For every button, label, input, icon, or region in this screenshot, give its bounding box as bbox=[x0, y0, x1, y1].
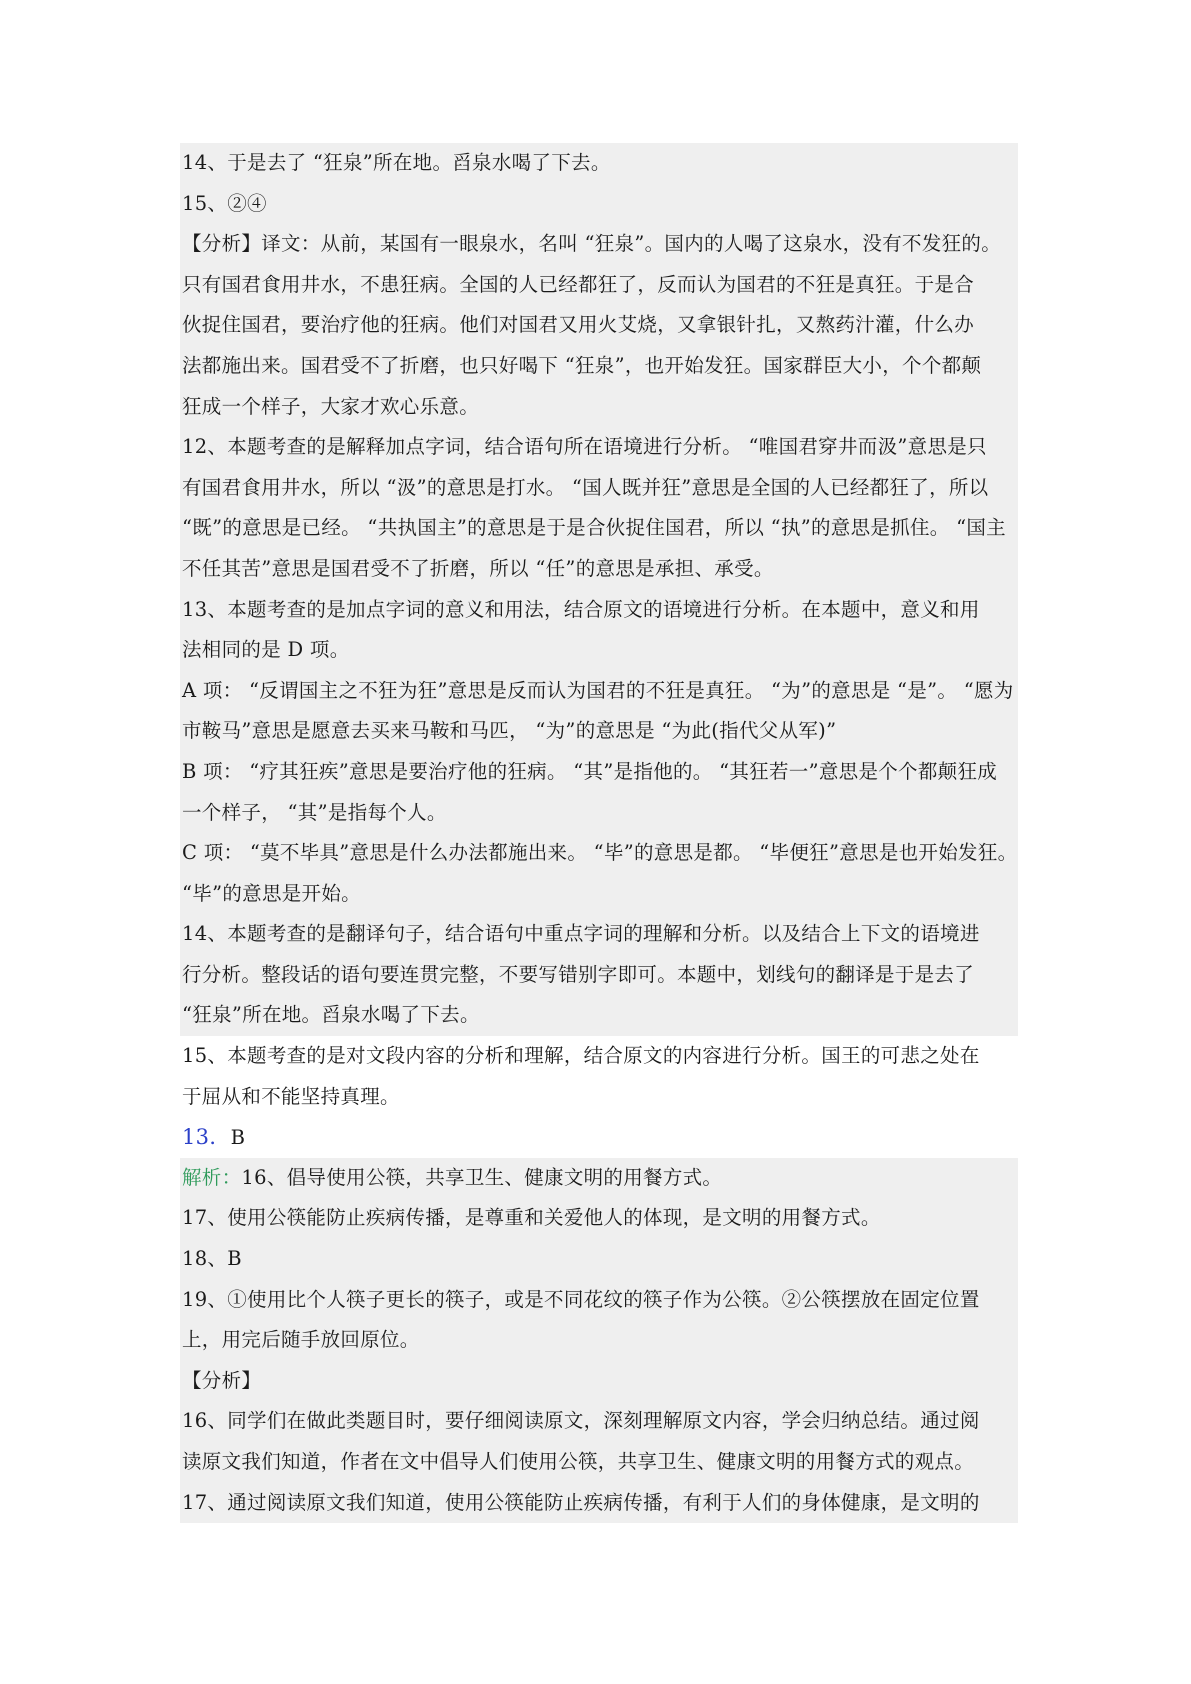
text-line: 于屈从和不能坚持真理。 bbox=[182, 1084, 400, 1108]
text-line: 14、于是去了 “狂泉”所在地。舀泉水喝了下去。 bbox=[180, 143, 1018, 184]
text-line: 14、本题考查的是翻译句子，结合语句中重点字词的理解和分析。以及结合上下文的语境进 bbox=[180, 914, 1018, 955]
analysis-block-16-19 bbox=[180, 1198, 1018, 1523]
text-line: 只有国君食用井水，不患狂病。全国的人已经都狂了，反而认为国君的不狂是真狂。于是合 bbox=[180, 265, 1018, 306]
text-line: 法相同的是 D 项。 bbox=[180, 630, 1018, 671]
text-line: B 项： “疗其狂疾”意思是要治疗他的狂病。 “其”是指他的。 “其狂若一”意思是个个都颠狂成 bbox=[180, 752, 1018, 793]
text-line: 有国君食用井水，所以 “汲”的意思是打水。 “国人既并狂”意思是全国的人已经都狂了，所以 bbox=[180, 468, 1018, 509]
text-line: 法都施出来。国君受不了折磨，也只好喝下 “狂泉”，也开始发狂。国家群臣大小，个个都颠 bbox=[180, 346, 1018, 387]
text-line: 18、B bbox=[180, 1239, 1018, 1280]
text-line: 一个样子， “其”是指每个人。 bbox=[180, 793, 1018, 834]
text-line: 伙捉住国君，要治疗他的狂病。他们对国君又用火艾烧，又拿银针扎，又熬药汁灌，什么办 bbox=[180, 305, 1018, 346]
text-line: 12、本题考查的是解释加点字词，结合语句所在语境进行分析。 “唯国君穿井而汲”意思是只 bbox=[180, 427, 1018, 468]
text-line: 17、通过阅读原文我们知道，使用公筷能防止疾病传播，有利于人们的身体健康，是文明的 bbox=[180, 1483, 1018, 1524]
answer-content bbox=[180, 143, 1018, 1523]
text-line: “毕”的意思是开始。 bbox=[180, 874, 1018, 915]
jiexi-line bbox=[180, 1158, 1018, 1199]
text-line: 行分析。整段话的语句要连贯完整，不要写错别字即可。本题中，划线句的翻译是于是去了 bbox=[180, 955, 1018, 996]
text-line: C 项： “莫不毕具”意思是什么办法都施出来。 “毕”的意思是都。 “毕便狂”意思是也开始发狂。 bbox=[180, 833, 1018, 874]
text-line: 15、本题考查的是对文段内容的分析和理解，结合原文的内容进行分析。国王的可悲之处在 bbox=[182, 1044, 980, 1068]
text-line: 16、同学们在做此类题目时，要仔细阅读原文，深刻理解原文内容，学会归纳总结。通过阅 bbox=[180, 1401, 1018, 1442]
question-number: 13． bbox=[182, 1125, 231, 1150]
text-line: 市鞍马”意思是愿意去买来马鞍和马匹， “为”的意思是 “为此(指代父从军)” bbox=[180, 711, 1018, 752]
question-13-answer bbox=[180, 1117, 1018, 1158]
text-line: 19、①使用比个人筷子更长的筷子，或是不同花纹的筷子作为公筷。②公筷摆放在固定位置 bbox=[180, 1280, 1018, 1321]
text-line: 13、本题考查的是加点字词的意义和用法，结合原文的语境进行分析。在本题中，意义和用 bbox=[180, 590, 1018, 631]
text-line: 读原文我们知道，作者在文中倡导人们使用公筷，共享卫生、健康文明的用餐方式的观点。 bbox=[180, 1442, 1018, 1483]
jiexi-label: 解析： bbox=[182, 1165, 242, 1189]
jiexi-first-text: 16、倡导使用公筷，共享卫生、健康文明的用餐方式。 bbox=[241, 1165, 723, 1189]
text-line: 【分析】译文：从前，某国有一眼泉水，名叫 “狂泉”。国内的人喝了这泉水，没有不发狂的。 bbox=[180, 224, 1018, 265]
text-line: A 项： “反谓国主之不狂为狂”意思是反而认为国君的不狂是真狂。 “为”的意思是 “是”。 “愿为 bbox=[180, 671, 1018, 712]
text-line: 不任其苦”意思是国君受不了折磨，所以 “任”的意思是承担、承受。 bbox=[180, 549, 1018, 590]
text-line: 【分析】 bbox=[180, 1361, 1018, 1402]
question-answer: B bbox=[230, 1126, 246, 1150]
text-line: 15、②④ bbox=[180, 184, 1018, 225]
text-line: 17、使用公筷能防止疾病传播，是尊重和关爱他人的体现，是文明的用餐方式。 bbox=[180, 1198, 1018, 1239]
analysis-block-12-15 bbox=[180, 143, 1018, 1117]
text-line: 上，用完后随手放回原位。 bbox=[180, 1320, 1018, 1361]
text-line: “狂泉”所在地。舀泉水喝了下去。 bbox=[180, 995, 1018, 1036]
text-line: “既”的意思是已经。 “共执国主”的意思是于是合伙捉住国君，所以 “执”的意思是抓住。 “国主 bbox=[180, 508, 1018, 549]
text-line: 狂成一个样子，大家才欢心乐意。 bbox=[180, 387, 1018, 428]
